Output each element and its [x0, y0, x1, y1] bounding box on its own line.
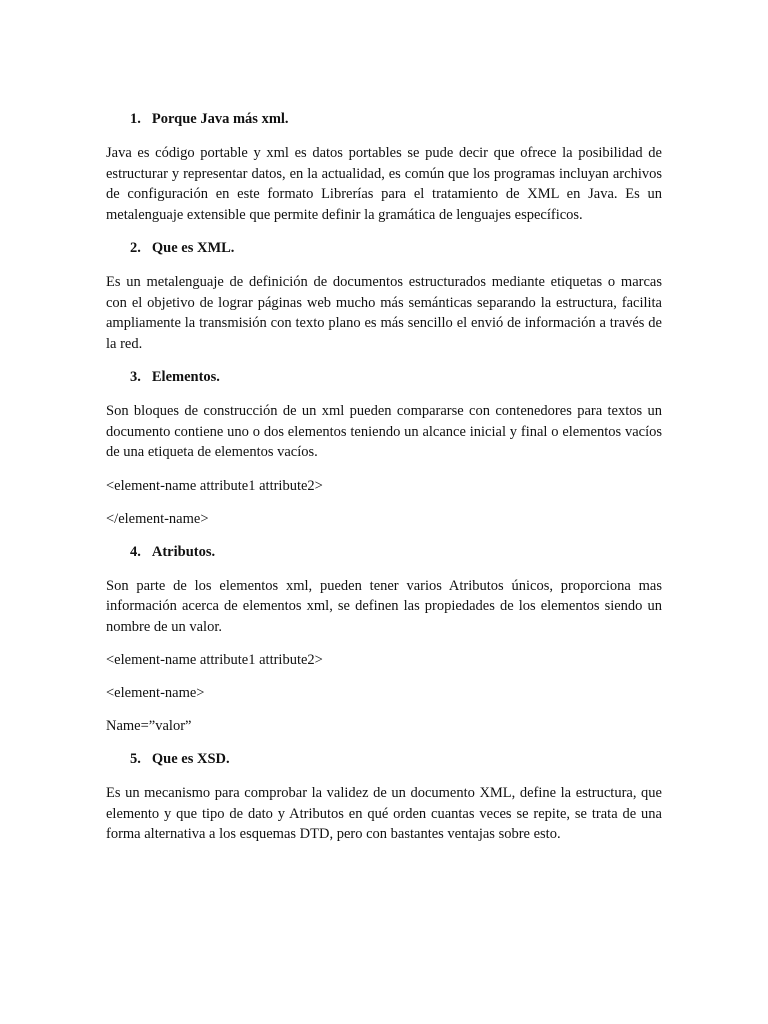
- section-heading: [106, 238, 662, 258]
- section-title: Porque Java más xml.: [151, 111, 289, 127]
- section-title: Que es XML.: [151, 240, 235, 256]
- section-paragraph: Java es código portable y xml es datos portables se pude decir que ofrece la posibilidad de estructurar y representar datos, en la actualidad, es común que los programas incluyan archivos de configuración en este formato Librerías para el tratamiento de XML en Java. Es un metalenguaje extensible que permite definir la gramática de lenguajes específicos.: [106, 145, 662, 223]
- section-heading: [106, 367, 662, 387]
- section-paragraph: Son parte de los elementos xml, pueden tener varios Atributos únicos, proporciona mas información acerca de elementos xml, se definen las propiedades de los elementos siendo un nombre de un valor.: [106, 577, 662, 635]
- document-body: [106, 109, 662, 845]
- code-line: <element-name attribute1 attribute2>: [106, 477, 323, 494]
- section-number: 3.: [130, 369, 141, 385]
- code-line: <element-name attribute1 attribute2>: [106, 652, 323, 668]
- section-paragraph: Es un metalenguaje de definición de documentos estructurados mediante etiquetas o marcas con el objetivo de lograr páginas web mucho más semánticas separando la estructura, facilita ampliamente la transmisión con texto plano es más sencillo el envió de información a través de la red.: [106, 274, 662, 352]
- section-paragraph: Son bloques de construcción de un xml pueden compararse con contenedores para textos un documento contiene uno o dos elementos teniendo un alcance inicial y final o elementos vacíos de una etiqueta de elementos vacíos.: [106, 403, 662, 460]
- section-heading: [106, 542, 662, 562]
- section-paragraph: Es un mecanismo para comprobar la validez de un documento XML, define la estructura, que elemento y que tipo de dato y Atributos en qué orden cuantas veces se repite, se trata de una forma alternativa a los esquemas DTD, pero con bastantes ventajas sobre esto.: [106, 785, 662, 842]
- code-line: <element-name>: [106, 685, 205, 701]
- section-heading: [106, 109, 662, 129]
- section-heading: [106, 749, 662, 769]
- section-title: Atributos.: [151, 543, 216, 560]
- section-title: Que es XSD.: [151, 751, 230, 767]
- section-number: 5.: [130, 751, 141, 767]
- code-line: </element-name>: [106, 510, 209, 527]
- section-number: 4.: [130, 543, 141, 560]
- section-number: 1.: [130, 111, 141, 127]
- section-number: 2.: [130, 240, 141, 256]
- section-title: Elementos.: [151, 369, 220, 385]
- code-line: Name=”valor”: [106, 718, 192, 734]
